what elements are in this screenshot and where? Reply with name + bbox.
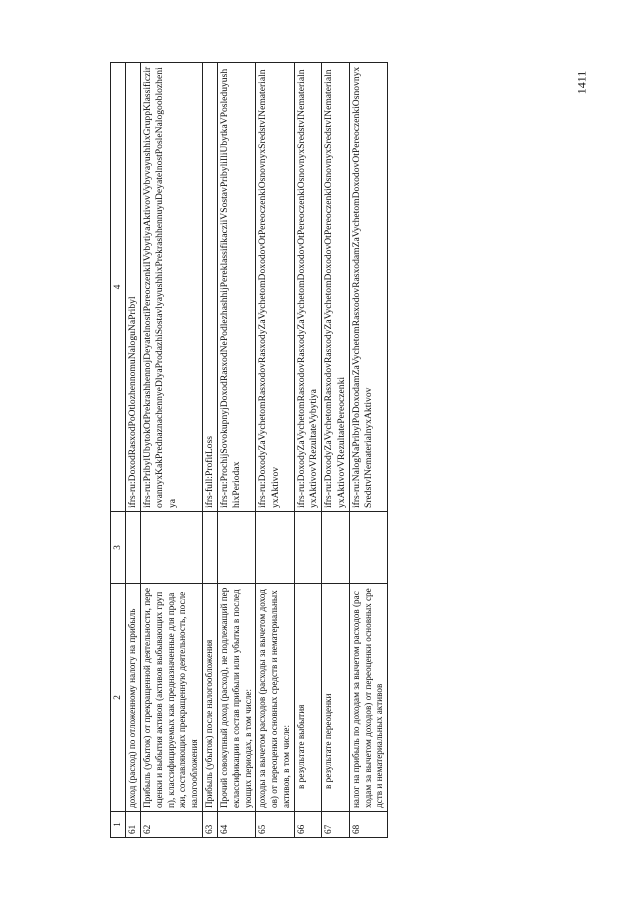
row-col3 xyxy=(349,512,387,584)
row-col3 xyxy=(322,512,350,584)
row-col3 xyxy=(256,512,294,584)
row-col3 xyxy=(294,512,322,584)
table-row xyxy=(349,63,387,838)
rotated-page xyxy=(110,63,610,838)
table-row xyxy=(202,63,217,838)
row-name: в результате выбытия xyxy=(294,584,322,812)
row-number: 65 xyxy=(256,812,294,838)
table-row xyxy=(218,63,256,838)
header-col-4: 4 xyxy=(111,63,126,512)
page-number: 1411 xyxy=(574,70,589,95)
header-col-3: 3 xyxy=(111,512,126,584)
row-number: 66 xyxy=(294,812,322,838)
row-col3 xyxy=(141,512,203,584)
row-name: в результате переоценки xyxy=(322,584,350,812)
row-col3 xyxy=(125,512,140,584)
row-code: ifrs-ru:PribylUbytokOtPrekrashhennojDeyatelnostiPereoczenkiIVybytiyaAktivovVybyvayushhixGruppKlassificzirovannyxKakPrednaznachennyeDlyaProdazhiSostavlyayushhixPrekrashhennuyuDeyatelnostPosleNalogooblozheniya xyxy=(141,63,203,512)
row-code: ifrs-ru:DoxodyZaVychetomRasxodovRasxodyZaVychetomDoxodovOtPereoczenkiOsnovnyxSredstvINematerialnyxAktivov xyxy=(256,63,294,512)
row-name: доходы за вычетом расходов (расходы за вычетом доходов) от переоценки основных средств и нематериальных активов, в том числе: xyxy=(256,584,294,812)
table-row xyxy=(322,63,350,838)
row-code: ifrs-ru:DoxodyZaVychetomRasxodovRasxodyZaVychetomDoxodovOtPereoczenkiOsnovnyxSredstvINematerialnyxAktivovVRezultateVybytiya xyxy=(294,63,322,512)
row-name: налог на прибыль по доходам за вычетом расходов (расходам за вычетом доходов) от переоценки основных средств и нематериальных активов xyxy=(349,584,387,812)
row-code: ifrs-ru:ProchijSovokupnyjDoxodRasxodNePodlezhashhijPereklassifikacziiVSostavPribyliIliUbytkaVPosleduyushhixPeriodax xyxy=(218,63,256,512)
table-row xyxy=(125,63,140,838)
row-code: ifrs-ru:DoxodyZaVychetomRasxodovRasxodyZaVychetomDoxodovOtPereoczenkiOsnovnyxSredstvINematerialnyxAktivovVRezultatePereoczenki xyxy=(322,63,350,512)
header-col-2: 2 xyxy=(111,584,126,812)
row-number: 67 xyxy=(322,812,350,838)
table-row xyxy=(141,63,203,838)
row-code: ifrs-ru:NalogNaPribylPoDoxodamZaVychetomRasxodovRasxodamZaVychetomDoxodovOtPereoczenkiOsnovnyxSredstvINematerialnyxAktivov xyxy=(349,63,387,512)
row-number: 61 xyxy=(125,812,140,838)
row-number: 63 xyxy=(202,812,217,838)
row-code: ifrs-full:ProfitLoss xyxy=(202,63,217,512)
table-row xyxy=(294,63,322,838)
row-col3 xyxy=(218,512,256,584)
table-row xyxy=(256,63,294,838)
row-code: ifrs-ru:DoxodRasxodPoOtlozhennomuNaloguNaPribyl xyxy=(125,63,140,512)
register-table xyxy=(110,62,388,838)
header-row xyxy=(111,63,126,838)
row-number: 62 xyxy=(141,812,203,838)
header-col-1: 1 xyxy=(111,812,126,838)
row-name: Прибыль (убыток) от прекращенной деятельности, переоценки и выбытия активов (активов выбывающих групп), классифицируемых как предназначенные для продажи, составляющих прекращенную деятельность, после налогообложения xyxy=(141,584,203,812)
row-name: Прочий совокупный доход (расход), не подлежащий переклассификации в состав прибыли или убытка в последующих периодах, в том числе: xyxy=(218,584,256,812)
row-name: Прибыль (убыток) после налогообложения xyxy=(202,584,217,812)
row-number: 64 xyxy=(218,812,256,838)
row-col3 xyxy=(202,512,217,584)
row-number: 68 xyxy=(349,812,387,838)
row-name: доход (расход) по отложенному налогу на прибыль xyxy=(125,584,140,812)
